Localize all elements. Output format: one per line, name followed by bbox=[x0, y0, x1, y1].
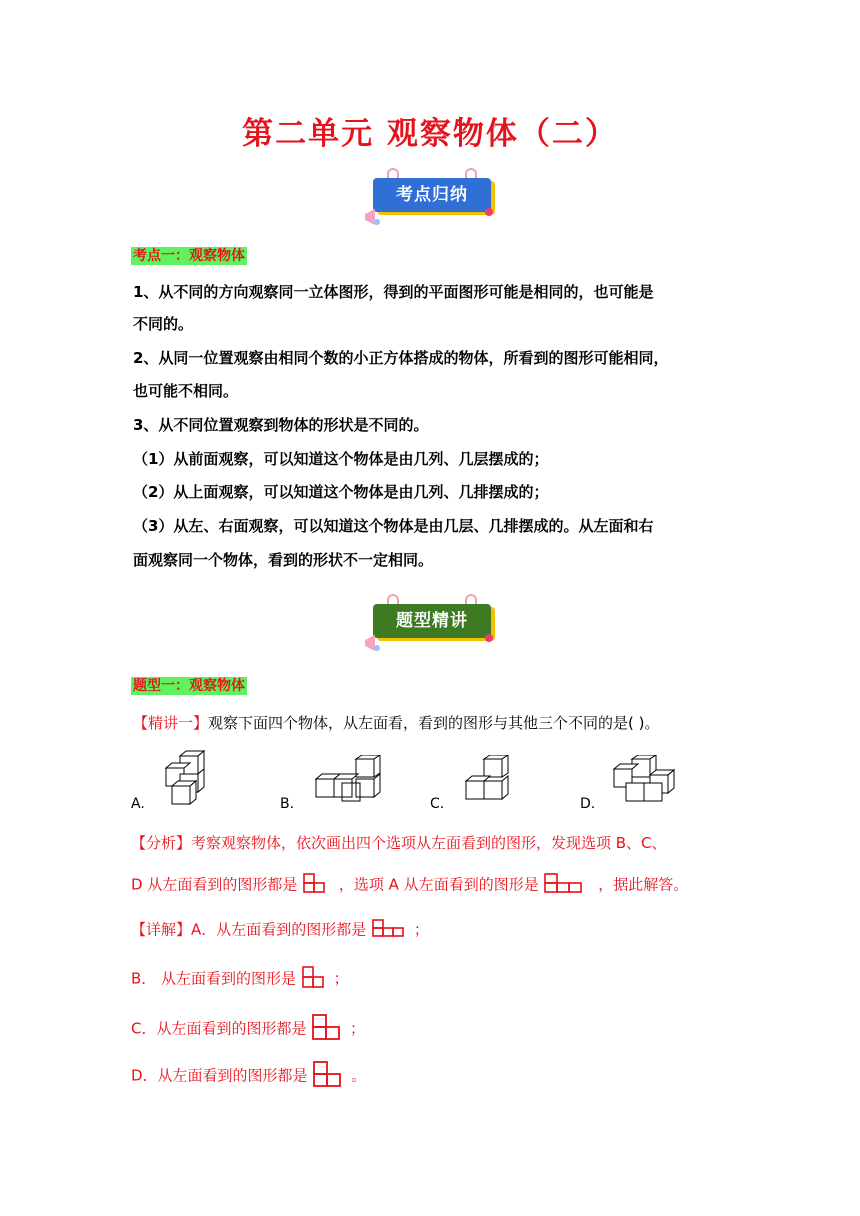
section-tag: 考点一：观察物体 bbox=[133, 248, 245, 264]
view-shape-three-row-icon bbox=[371, 918, 409, 942]
view-shape-two-stacked-icon bbox=[311, 1013, 345, 1045]
analysis-line1: 【分析】考察观察物体，依次画出四个选项从左面看到的图形，发现选项 B、C、 bbox=[131, 834, 667, 852]
point-1-line2: 不同的。 bbox=[133, 315, 194, 333]
megaphone-icon bbox=[363, 208, 381, 226]
megaphone-icon bbox=[363, 634, 381, 652]
question-body: 观察下面四个物体，从左面看，看到的图形与其他三个不同的是( )。 bbox=[208, 714, 660, 732]
point-2-line2: 也可能不相同。 bbox=[133, 382, 239, 400]
point-2-line1: 2、从同一位置观察由相同个数的小正方体搭成的物体，所看到的图形可能相同， bbox=[133, 349, 669, 367]
cube-figure-b bbox=[312, 755, 387, 803]
heart-icon bbox=[485, 634, 493, 642]
option-a-label: A. bbox=[131, 796, 145, 812]
sub-point-3-line1: （3）从左、右面观察，可以知道这个物体是由几层、几排摆成的。从左面和右 bbox=[133, 517, 654, 535]
detail-a: 【详解】A．从左面看到的图形都是 ； bbox=[131, 918, 429, 942]
view-shape-two-stacked-icon bbox=[302, 872, 334, 898]
cube-figure-d bbox=[608, 755, 680, 805]
point-3: 3、从不同位置观察到物体的形状是不同的。 bbox=[133, 416, 429, 434]
detail-d: D．从左面看到的图形都是 。 bbox=[131, 1060, 366, 1092]
detail-c: C．从左面看到的图形都是 ； bbox=[131, 1013, 365, 1045]
page-title: 第二单元 观察物体（二） bbox=[242, 116, 618, 152]
option-b-label: B. bbox=[280, 796, 295, 812]
view-shape-two-stacked-icon bbox=[301, 965, 329, 993]
question-text bbox=[133, 712, 660, 733]
cube-figure-c bbox=[460, 755, 520, 805]
view-shape-three-row-icon bbox=[543, 872, 593, 898]
cube-figure-a bbox=[158, 750, 218, 810]
analysis-line2: D 从左面看到的图形都是 ，选项 A 从左面看到的图形是 ，据此解答。 bbox=[131, 872, 688, 898]
sub-point-3-line2: 面观察同一个物体，看到的形状不一定相同。 bbox=[133, 551, 434, 569]
view-shape-two-stacked-icon bbox=[312, 1060, 346, 1092]
sub-point-1: （1）从前面观察，可以知道这个物体是由几列、几层摆成的； bbox=[133, 450, 549, 468]
option-d-label: D. bbox=[580, 796, 596, 812]
banner-tixing bbox=[365, 594, 495, 656]
banner-kaodian bbox=[365, 168, 495, 230]
banner-label: 题型精讲 bbox=[373, 604, 491, 638]
question-prefix: 【精讲一】 bbox=[133, 714, 209, 732]
heart-icon bbox=[485, 208, 493, 216]
banner-label: 考点归纳 bbox=[373, 178, 491, 212]
point-1-line1: 1、从不同的方向观察同一立体图形，得到的平面图形可能是相同的，也可能是 bbox=[133, 283, 654, 301]
sub-point-2: （2）从上面观察，可以知道这个物体是由几列、几排摆成的； bbox=[133, 483, 549, 501]
detail-b: B． 从左面看到的图形是 ； bbox=[131, 965, 349, 993]
section-tag: 题型一：观察物体 bbox=[133, 678, 245, 694]
option-c-label: C. bbox=[430, 796, 445, 812]
